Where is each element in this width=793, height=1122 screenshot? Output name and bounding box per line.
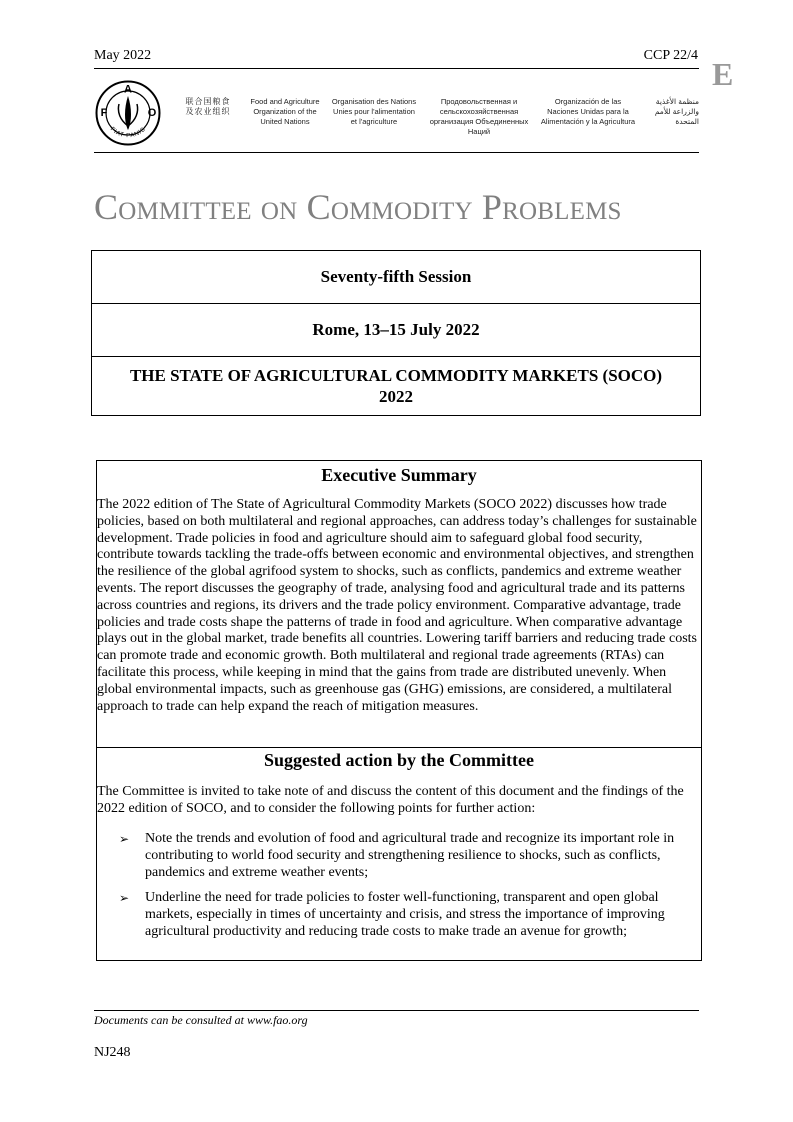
logo-letter-o: O (147, 107, 157, 119)
language-letter: E (712, 56, 734, 92)
job-code: NJ248 (94, 1045, 131, 1060)
arrow-bullet-icon: ➢ (119, 891, 130, 906)
action-list (119, 831, 701, 950)
list-item (119, 831, 701, 881)
header-top-rule (94, 68, 699, 69)
list-item (119, 890, 701, 940)
summary-box (96, 460, 702, 961)
header-bottom-rule (94, 152, 699, 153)
footer-note: Documents can be consulted at www.fao.org (94, 1013, 308, 1027)
footer-rule (94, 1010, 699, 1011)
logo-motto: FIAT PANIS (108, 126, 148, 140)
document-title-text: THE STATE OF AGRICULTURAL COMMODITY MARKETS (SOCO) 2022 (129, 366, 663, 406)
logo-letter-a: A (124, 83, 132, 96)
org-name-spanish: Organización de las Naciones Unidas para la Alimentación y la Agricultura (540, 97, 636, 126)
org-name-chinese: 联合国粮食及农业组织 (185, 97, 231, 116)
suggested-action-intro: The Committee is invited to take note of and discuss the content of this document and the findings of the 2022 edition of SOCO, and to consider the following points for further action: (97, 784, 684, 816)
executive-summary-heading: Executive Summary (321, 465, 477, 485)
org-name-french: Organisation des Nations Unies pour l'alimentation et l'agriculture (331, 97, 417, 126)
document-date: May 2022 (94, 48, 152, 63)
session-box (91, 250, 701, 416)
logo-letter-f: F (100, 107, 108, 119)
org-name-arabic: منظمة الأغذية والزراعة للأمم المتحدة (654, 97, 699, 126)
org-name-russian: Продовольственная и сельскохозяйственная организация Объединенных Наций (429, 97, 529, 136)
fao-logo (95, 80, 161, 146)
session-name: Seventy-fifth Session (92, 251, 700, 304)
session-place-dates: Rome, 13–15 July 2022 (92, 304, 700, 357)
document-code: CCP 22/4 (643, 48, 698, 63)
list-item-text: Note the trends and evolution of food and agricultural trade and recognize its important role in contributing to world food security and strengthening resilience to shocks, such as conflicts, pandemics and extreme weather events; (145, 831, 675, 880)
suggested-action-heading: Suggested action by the Committee (264, 750, 534, 770)
list-item-text: Underline the need for trade policies to foster well-functioning, transparent and open global markets, especially in times of uncertainty and crisis, and stress the importance of improving agricultural productivity and reducing trade costs to make trade an avenue for growth; (145, 890, 665, 939)
org-name-english: Food and Agriculture Organization of the United Nations (250, 97, 320, 126)
arrow-bullet-icon: ➢ (119, 832, 130, 846)
committee-title: Committee on Commodity Problems (94, 187, 622, 227)
summary-divider (97, 747, 701, 748)
document-title (92, 357, 700, 415)
executive-summary-text: The 2022 edition of The State of Agricultural Commodity Markets (SOCO 2022) discusses how trade policies, based on both multilateral and regional approaches, can address today’s challenges for sustainable development. Trade policies in food and agriculture should aim to safeguard global food security, contribute towards tackling the trade-offs between economic and environmental objectives, and strengthen the resilience of the global agrifood system to shocks, such as conflicts, pandemics and extreme weather events. The report discusses the geography of trade, analysing food and agricultural trade and its patterns across countries and regions, its drivers and the trade policy environment. Comparative advantage, trade policies and trade costs shape the patterns of trade in food and agriculture. When comparative advantage plays out in the global market, trade benefits all countries. Lowering tariff barriers and reducing trade costs can promote trade and economic growth. Both multilateral and regional trade agreements (RTAs) can facilitate this process, while keeping in mind that the gains from trade are distributed unevenly. When global environmental impacts, such as greenhouse gas (GHG) emissions, are considered, a multilateral approach to trade can help expand the reach of mitigation measures. (97, 497, 697, 714)
